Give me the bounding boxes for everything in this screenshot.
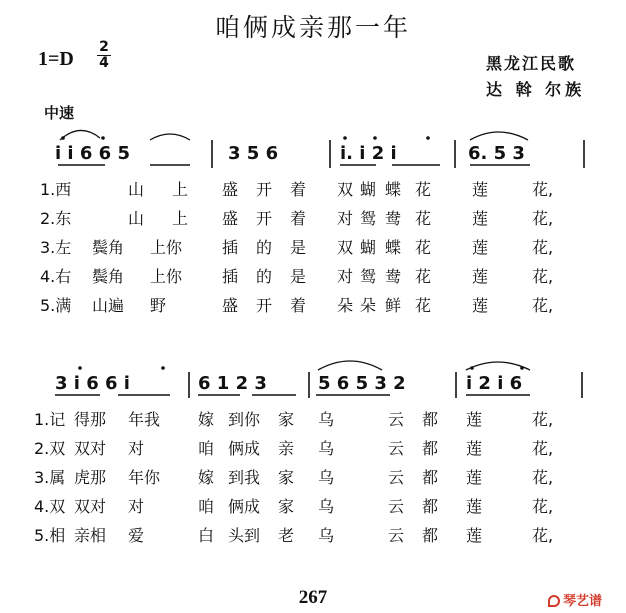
lyric-syllable: 对 xyxy=(128,497,145,516)
lyric-syllable: 鲜 xyxy=(385,296,402,315)
watermark-text: 琴艺谱 xyxy=(563,594,603,609)
lyric-syllable: 4.双 xyxy=(34,497,66,516)
time-signature-bottom: 4 xyxy=(99,55,109,71)
lyric-syllable: 上你 xyxy=(150,238,183,257)
lyric-syllable: 的 xyxy=(256,238,273,257)
lyric-syllable: 花 xyxy=(415,267,432,286)
lyric-syllable: 花, xyxy=(532,410,554,429)
lyric-syllable: 花, xyxy=(532,180,554,199)
lyric-syllable: 开 xyxy=(256,180,273,199)
lyric-syllable: 蝴 xyxy=(360,238,377,257)
lyric-syllable: 花, xyxy=(532,238,554,257)
lyric-syllable: 上你 xyxy=(150,267,183,286)
lyric-syllable: 亲 xyxy=(278,439,295,458)
system1-measure-1: i i 6 6 5 xyxy=(55,143,130,164)
lyric-syllable: 乌 xyxy=(318,410,335,429)
lyric-syllable: 都 xyxy=(422,497,439,516)
lyric-syllable: 开 xyxy=(256,296,273,315)
lyric-syllable: 咱 xyxy=(198,497,215,516)
lyric-syllable: 2.东 xyxy=(40,209,72,228)
lyric-syllable: 莲 xyxy=(466,526,483,545)
lyric-syllable: 双 xyxy=(337,180,354,199)
lyric-syllable: 的 xyxy=(256,267,273,286)
lyric-syllable: 对 xyxy=(337,209,354,228)
lyric-syllable: 盛 xyxy=(222,209,239,228)
lyric-syllable: 着 xyxy=(290,180,307,199)
lyric-syllable: 嫁 xyxy=(198,468,215,487)
lyric-syllable: 莲 xyxy=(472,180,489,199)
lyric-syllable: 莲 xyxy=(466,468,483,487)
system1-measure-4: 6. 5 3 xyxy=(468,143,525,164)
lyric-syllable: 花, xyxy=(532,526,554,545)
lyric-syllable: 家 xyxy=(278,497,295,516)
lyric-syllable: 莲 xyxy=(466,410,483,429)
lyric-syllable: 莲 xyxy=(472,238,489,257)
lyric-syllable: 蝶 xyxy=(385,180,402,199)
lyric-syllable: 对 xyxy=(337,267,354,286)
lyric-syllable: 咱 xyxy=(198,439,215,458)
lyric-syllable: 老 xyxy=(278,526,295,545)
system1-measure-2: 3 5 6 xyxy=(228,143,279,164)
lyric-syllable: 花, xyxy=(532,439,554,458)
lyric-syllable: 莲 xyxy=(466,439,483,458)
lyric-syllable: 都 xyxy=(422,410,439,429)
lyric-syllable: 头到 xyxy=(228,526,261,545)
lyric-syllable: 虎那 xyxy=(74,468,107,487)
lyric-syllable: 5.满 xyxy=(40,296,72,315)
lyric-syllable: 2.双 xyxy=(34,439,66,458)
lyric-syllable: 花 xyxy=(415,209,432,228)
lyric-syllable: 得那 xyxy=(74,410,107,429)
lyric-syllable: 花 xyxy=(415,296,432,315)
lyric-syllable: 插 xyxy=(222,267,239,286)
lyric-syllable: 到你 xyxy=(228,410,261,429)
lyric-syllable: 开 xyxy=(256,209,273,228)
lyric-syllable: 山 xyxy=(128,209,145,228)
lyric-syllable: 盛 xyxy=(222,180,239,199)
lyric-syllable: 鸯 xyxy=(385,209,402,228)
lyric-syllable: 山遍 xyxy=(92,296,125,315)
lyric-syllable: 云 xyxy=(388,439,405,458)
lyric-syllable: 都 xyxy=(422,526,439,545)
system2-measure-4: i 2 i 6 xyxy=(466,373,523,394)
lyric-syllable: 家 xyxy=(278,468,295,487)
song-title: 咱俩成亲那一年 xyxy=(214,13,411,42)
lyric-syllable: 朵 xyxy=(337,296,354,315)
lyric-syllable: 亲相 xyxy=(74,526,107,545)
lyric-syllable: 花, xyxy=(532,267,554,286)
lyric-syllable: 都 xyxy=(422,439,439,458)
page-number: 267 xyxy=(298,587,328,608)
lyric-syllable: 1.西 xyxy=(40,180,72,199)
watermark-logo-icon xyxy=(548,595,560,607)
lyric-syllable: 是 xyxy=(290,267,307,286)
lyric-syllable: 山 xyxy=(128,180,145,199)
tempo-marking: 中速 xyxy=(44,104,75,122)
lyric-syllable: 插 xyxy=(222,238,239,257)
lyric-syllable: 嫁 xyxy=(198,410,215,429)
lyric-syllable: 莲 xyxy=(472,296,489,315)
system2-measure-2: 6 1 2 3 xyxy=(198,373,267,394)
lyric-syllable: 乌 xyxy=(318,497,335,516)
system2-measure-1: 3 i 6 6 i xyxy=(55,373,130,394)
song-ethnicity: 达 斡 尔族 xyxy=(486,80,586,99)
lyric-syllable: 4.右 xyxy=(40,267,72,286)
lyric-syllable: 着 xyxy=(290,209,307,228)
lyric-syllable: 是 xyxy=(290,238,307,257)
watermark xyxy=(548,590,602,609)
lyric-syllable: 花 xyxy=(415,180,432,199)
lyric-syllable: 鬓角 xyxy=(92,238,125,257)
system2-measure-3: 5 6 5 3 2 xyxy=(318,373,406,394)
lyric-syllable: 3.属 xyxy=(34,468,66,487)
lyric-syllable: 俩成 xyxy=(228,439,261,458)
system1-measure-3: i. i 2 i xyxy=(340,143,397,164)
lyric-syllable: 莲 xyxy=(466,497,483,516)
lyric-syllable: 白 xyxy=(198,526,215,545)
lyric-syllable: 1.记 xyxy=(34,410,66,429)
lyric-syllable: 年你 xyxy=(128,468,161,487)
lyric-syllable: 云 xyxy=(388,526,405,545)
lyric-syllable: 蝶 xyxy=(385,238,402,257)
lyric-syllable: 年我 xyxy=(128,410,161,429)
lyric-syllable: 鬓角 xyxy=(92,267,125,286)
lyric-syllable: 乌 xyxy=(318,439,335,458)
lyric-syllable: 俩成 xyxy=(228,497,261,516)
lyric-syllable: 5.相 xyxy=(34,526,66,545)
lyric-syllable: 鸳 xyxy=(360,267,377,286)
lyric-syllable: 乌 xyxy=(318,468,335,487)
lyric-syllable: 乌 xyxy=(318,526,335,545)
lyric-syllable: 双对 xyxy=(74,439,107,458)
lyric-syllable: 鸯 xyxy=(385,267,402,286)
lyric-syllable: 都 xyxy=(422,468,439,487)
lyric-syllable: 盛 xyxy=(222,296,239,315)
lyric-syllable: 到我 xyxy=(228,468,261,487)
lyric-syllable: 上 xyxy=(172,209,189,228)
lyric-syllable: 花, xyxy=(532,468,554,487)
lyric-syllable: 莲 xyxy=(472,209,489,228)
lyric-syllable: 双 xyxy=(337,238,354,257)
lyric-syllable: 花, xyxy=(532,296,554,315)
song-source: 黑龙江民歌 xyxy=(486,54,577,73)
lyric-syllable: 蝴 xyxy=(360,180,377,199)
lyric-syllable: 莲 xyxy=(472,267,489,286)
lyric-syllable: 3.左 xyxy=(40,238,72,257)
lyric-syllable: 双对 xyxy=(74,497,107,516)
lyric-syllable: 上 xyxy=(172,180,189,199)
lyric-syllable: 着 xyxy=(290,296,307,315)
time-signature-top: 2 xyxy=(97,40,111,56)
lyric-syllable: 花, xyxy=(532,209,554,228)
lyric-syllable: 野 xyxy=(150,296,167,315)
lyric-syllable: 云 xyxy=(388,468,405,487)
lyric-syllable: 家 xyxy=(278,410,295,429)
lyric-syllable: 鸳 xyxy=(360,209,377,228)
lyric-syllable: 花 xyxy=(415,238,432,257)
lyric-syllable: 对 xyxy=(128,439,145,458)
key-signature: 1=D xyxy=(38,48,74,70)
lyric-syllable: 云 xyxy=(388,497,405,516)
lyric-syllable: 云 xyxy=(388,410,405,429)
lyric-syllable: 花, xyxy=(532,497,554,516)
lyric-syllable: 爱 xyxy=(128,526,145,545)
lyric-syllable: 朵 xyxy=(360,296,377,315)
